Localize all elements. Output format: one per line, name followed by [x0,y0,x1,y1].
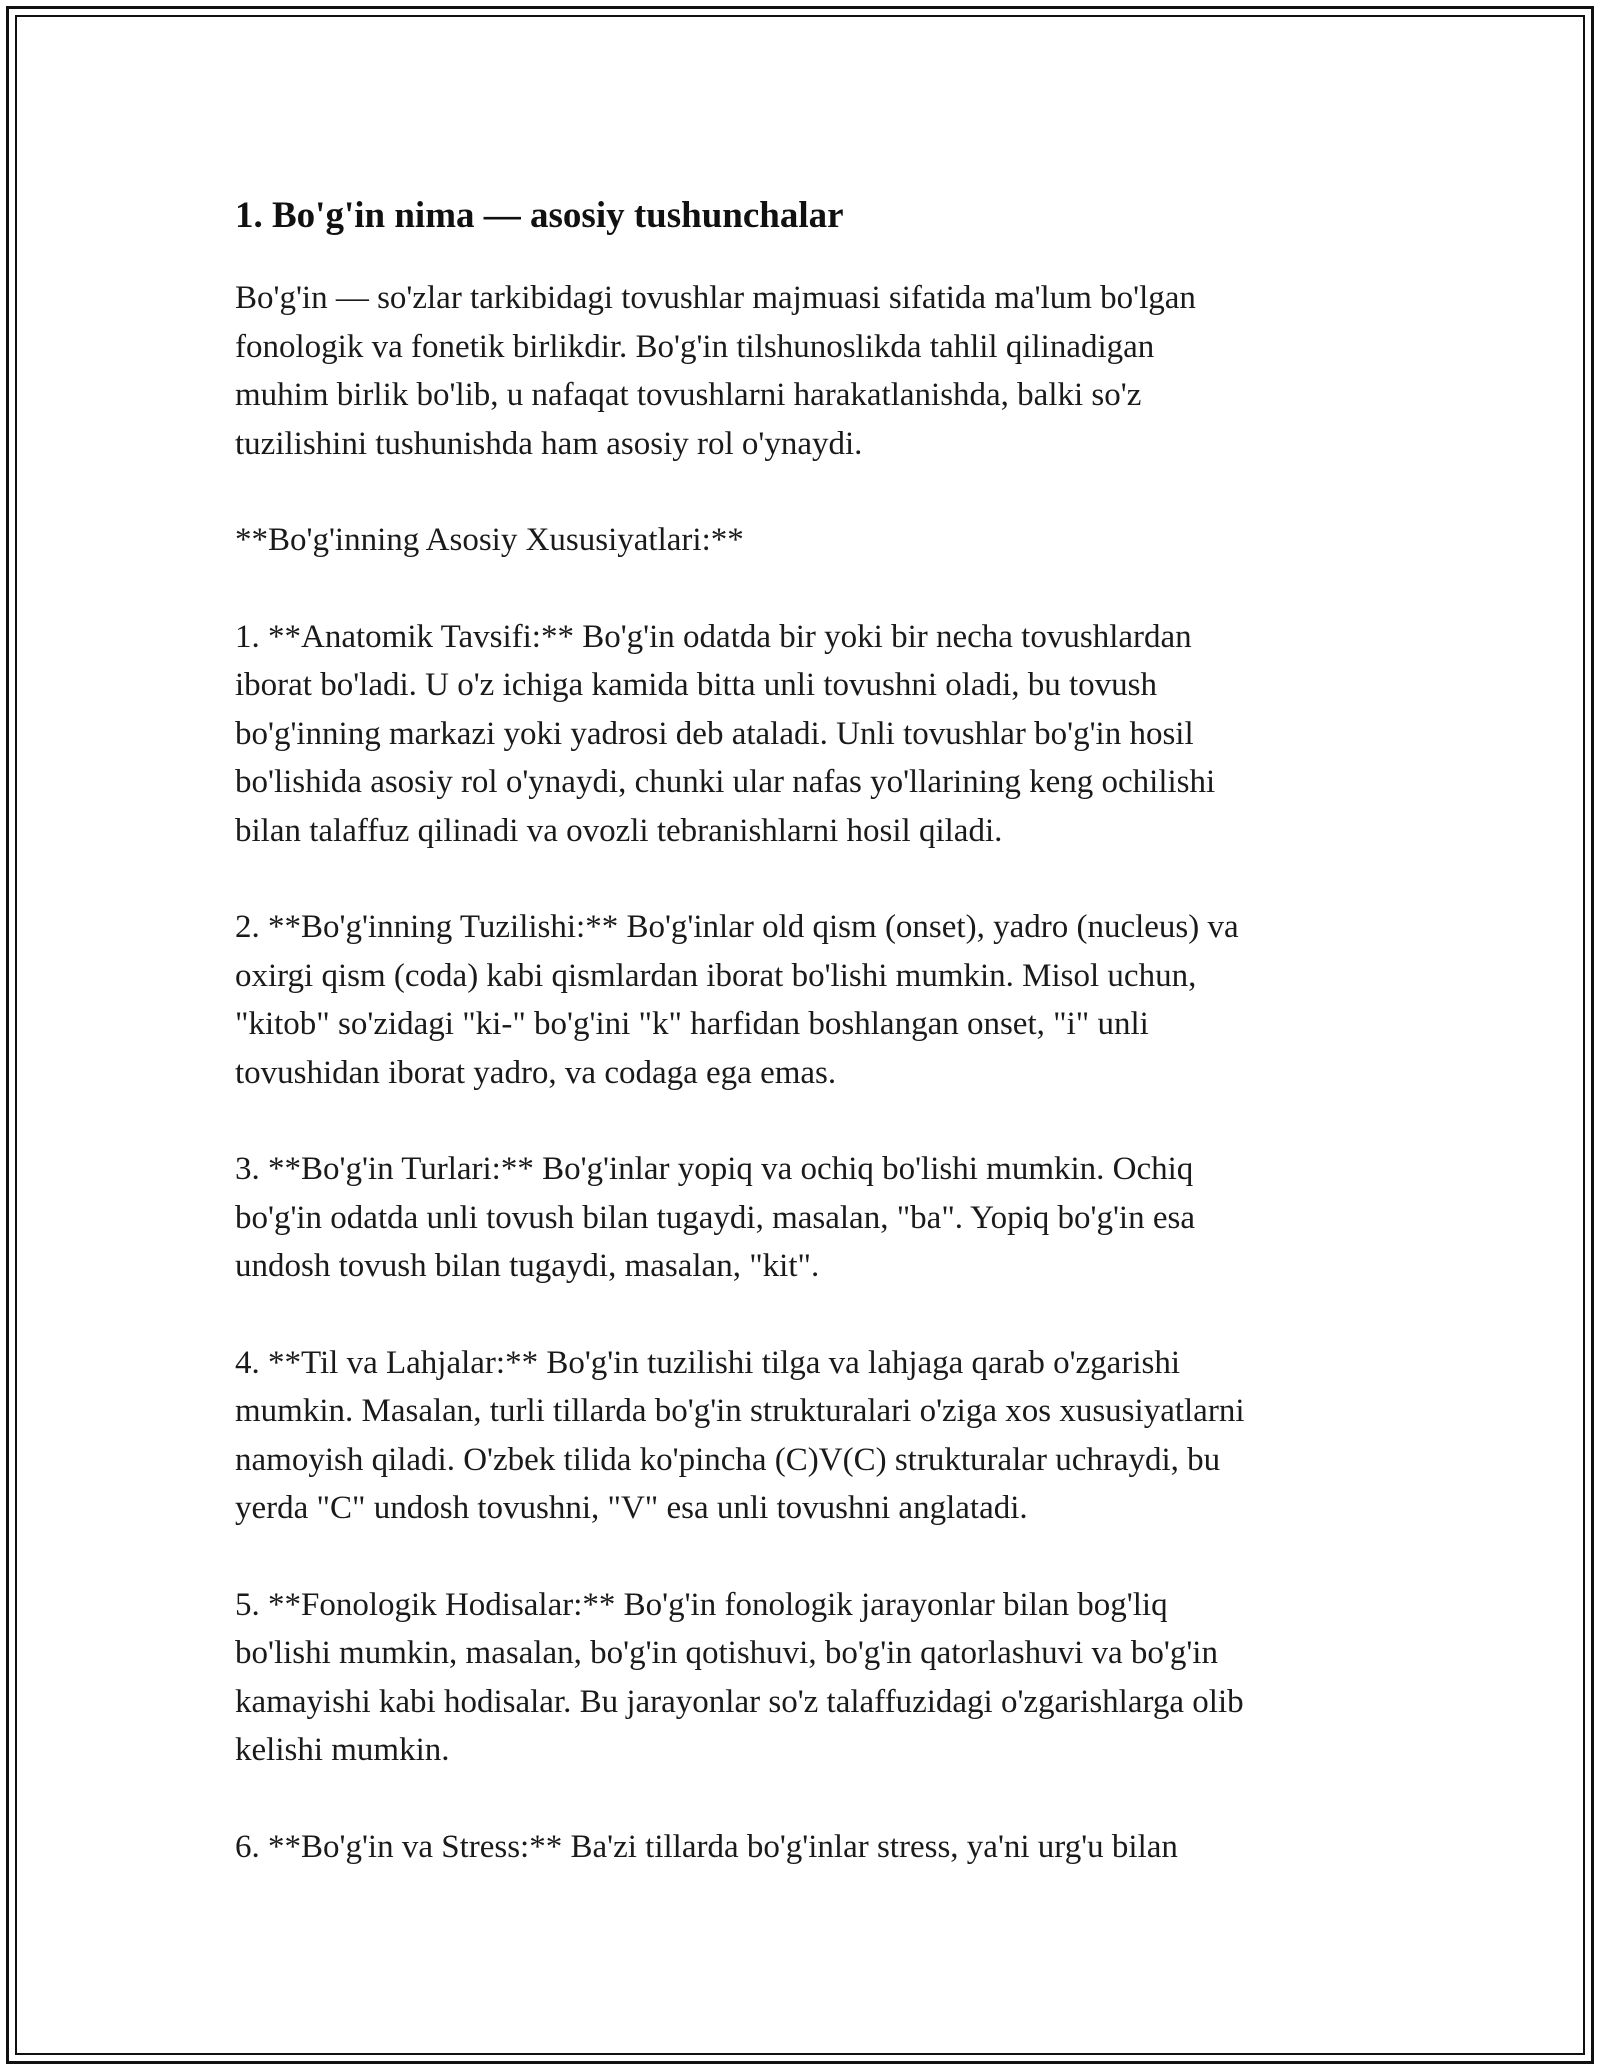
feature-item-stress: 6. **Bo'g'in va Stress:** Ba'zi tillarda bo'g'inlar stress, ya'ni urg'u bilan [235,1828,1178,1865]
document-body [235,188,1375,1919]
feature-item-phonology: 5. **Fonologik Hodisalar:** Bo'g'in fonologik jarayonlar bilan bog'liq bo'lishi mumkin, masalan, bo'g'in qotishuvi, bo'g'in qatorlashuvi va bo'g'in kamayishi kabi hodisalar. Bu jarayonlar so'z talaffuzidagi o'zgarishlarga olib kelishi mumkin. [235,1586,1244,1768]
features-title: **Bo'g'inning Asosiy Xususiyatlari:** [235,522,744,558]
intro-paragraph: Bo'g'in — so'zlar tarkibidagi tovushlar majmuasi sifatida ma'lum bo'lgan fonologik va fonetik birlikdir. Bo'g'in tilshunoslikda tahlil qilinadigan muhim birlik bo'lib, u nafaqat tovushlarni harakatlanishda, balki so'z tuzilishini tushunishda ham asosiy rol o'ynaydi. [235,280,1196,462]
section-heading: 1. Bo'g'in nima — asosiy tushunchalar [235,195,844,236]
feature-item-dialects: 4. **Til va Lahjalar:** Bo'g'in tuzilishi tilga va lahjaga qarab o'zgarishi mumkin. Masalan, turli tillarda bo'g'in strukturalari o'ziga xos xususiyatlarni namoyish qiladi. O'zbek tilida ko'pincha (C)V(C) strukturalar uchraydi, bu yerda "C" undosh tovushni, "V" esa unli tovushni anglatadi. [235,1344,1245,1526]
feature-item-anatomy: 1. **Anatomik Tavsifi:** Bo'g'in odatda bir yoki bir necha tovushlardan iborat bo'ladi. U o'z ichiga kamida bitta unli tovushni oladi, bu tovush bo'g'inning markazi yoki yadrosi deb ataladi. Unli tovushlar bo'g'in hosil bo'lishida asosiy rol o'ynaydi, chunki ular nafas yo'llarining keng ochilishi bilan talaffuz qilinadi va ovozli tebranishlarni hosil qiladi. [235,618,1216,849]
feature-item-types: 3. **Bo'g'in Turlari:** Bo'g'inlar yopiq va ochiq bo'lishi mumkin. Ochiq bo'g'in odatda unli tovush bilan tugaydi, masalan, "ba". Yopiq bo'g'in esa undosh tovush bilan tugaydi, masalan, "kit". [235,1151,1195,1284]
feature-item-structure: 2. **Bo'g'inning Tuzilishi:** Bo'g'inlar old qism (onset), yadro (nucleus) va oxirgi qism (coda) kabi qismlardan iborat bo'lishi mumkin. Misol uchun, "kitob" so'zidagi "ki-" bo'g'ini "k" harfidan boshlangan onset, "i" unli tovushidan iborat yadro, va codaga ega emas. [235,909,1239,1091]
